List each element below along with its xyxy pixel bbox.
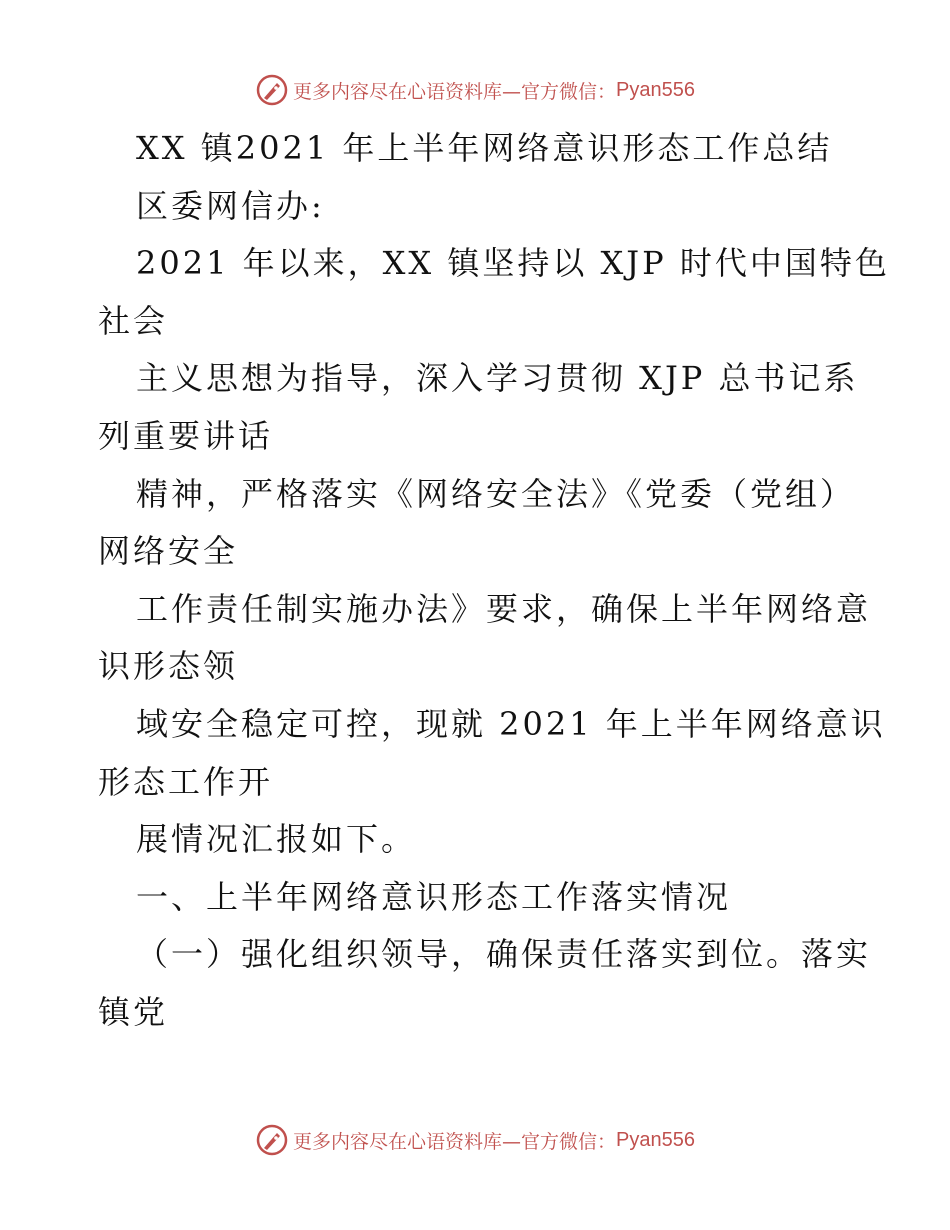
body-line: 主义思想为指导，深入学习贯彻 XJP 总书记系 (136, 359, 859, 398)
subsection-heading: （一）强化组织领导，确保责任落实到位。落实 (136, 935, 872, 974)
body-line: 列重要讲话 (98, 416, 274, 455)
body-line: 社会 (98, 301, 169, 340)
body-line: 网络安全 (98, 532, 239, 571)
watermark-handle: Pyan556 (616, 1128, 695, 1151)
watermark-handle: Pyan556 (616, 78, 695, 101)
body-line: 精神，严格落实《网络安全法》《党委（党组） (136, 474, 856, 513)
body-line: 展情况汇报如下。 (136, 820, 417, 859)
body-line: 域安全稳定可控，现就 2021 年上半年网络意识 (136, 704, 886, 743)
watermark-banner-top (0, 70, 950, 110)
document-body (98, 120, 890, 1042)
document-title: XX 镇2021 年上半年网络意识形态工作总结 (136, 129, 833, 167)
pen-nib-logo-icon (255, 1123, 289, 1157)
body-line: 2021 年以来，XX 镇坚持以 XJP 时代中国特色 (136, 244, 890, 283)
addressee-line: 区委网信办: (136, 186, 325, 225)
body-line: 镇党 (98, 992, 169, 1031)
body-line: 形态工作开 (98, 762, 274, 801)
watermark-text: 更多内容尽在心语资料库—官方微信： (293, 80, 617, 103)
watermark-text: 更多内容尽在心语资料库—官方微信： (293, 1130, 617, 1153)
section-heading: 一、上半年网络意识形态工作落实情况 (136, 877, 732, 916)
pen-nib-logo-icon (255, 73, 289, 107)
body-line: 识形态领 (98, 647, 239, 686)
watermark-banner-bottom (0, 1120, 950, 1160)
body-line: 工作责任制实施办法》要求，确保上半年网络意 (136, 589, 872, 628)
